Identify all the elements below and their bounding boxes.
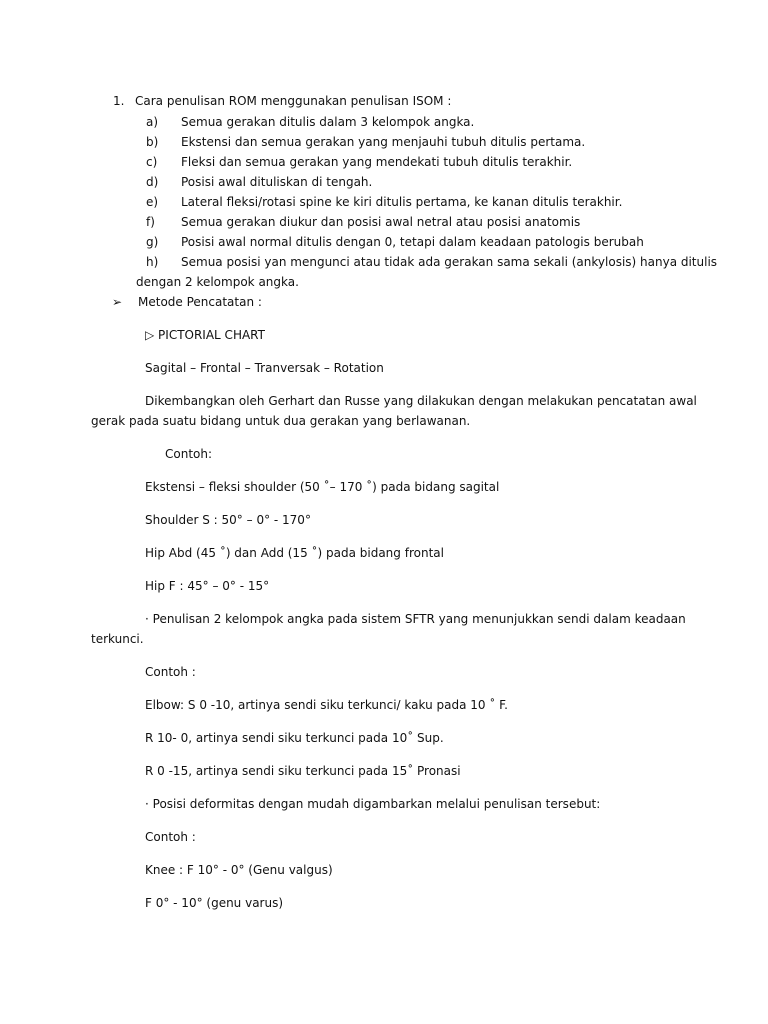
list-item-text: Fleksi dan semua gerakan yang mendekati tubuh ditulis terakhir.	[181, 155, 573, 169]
list-item-letter: f)	[146, 215, 155, 229]
list-item-letter: d)	[146, 175, 159, 189]
example-text: Hip Abd (45 ˚) dan Add (15 ˚) pada bidang frontal	[145, 546, 444, 560]
example-text: Knee : F 10° - 0° (Genu valgus)	[145, 863, 333, 877]
example-text: Shoulder S : 50° – 0° - 170°	[145, 513, 311, 527]
description-line-2: gerak pada suatu bidang untuk dua gerakan yang berlawanan.	[91, 414, 471, 428]
paragraph-text: · Posisi deformitas dengan mudah digambarkan melalui penulisan tersebut:	[145, 797, 601, 811]
list-heading: Cara penulisan ROM menggunakan penulisan ISOM :	[135, 94, 452, 108]
planes-text: Sagital – Frontal – Tranversak – Rotation	[145, 361, 384, 375]
paragraph-line-1: · Penulisan 2 kelompok angka pada sistem SFTR yang menunjukkan sendi dalam keadaan	[145, 612, 686, 626]
example-text: Elbow: S 0 -10, artinya sendi siku terkunci/ kaku pada 10 ˚ F.	[145, 698, 508, 712]
bullet-label: Metode Pencatatan :	[138, 295, 262, 309]
list-item-text: Semua posisi yan mengunci atau tidak ada gerakan sama sekali (ankylosis) hanya ditulis	[181, 255, 718, 269]
example-text: F 0° - 10° (genu varus)	[145, 896, 284, 910]
description-line-1: Dikembangkan oleh Gerhart dan Russe yang dilakukan dengan melakukan pencatatan awal	[145, 394, 697, 408]
list-item-text: Posisi awal dituliskan di tengah.	[181, 175, 373, 189]
list-item-letter: g)	[146, 235, 159, 249]
example-label: Contoh :	[145, 830, 196, 844]
example-text: R 0 -15, artinya sendi siku terkunci pada 15˚ Pronasi	[145, 764, 461, 778]
list-item-letter: c)	[146, 155, 158, 169]
list-item-text: Ekstensi dan semua gerakan yang menjauhi tubuh ditulis pertama.	[181, 135, 586, 149]
pictorial-chart-heading: ▷ PICTORIAL CHART	[145, 328, 265, 342]
example-text: Hip F : 45° – 0° - 15°	[145, 579, 270, 593]
example-text: R 10- 0, artinya sendi siku terkunci pada 10˚ Sup.	[145, 731, 444, 745]
list-item-text: Posisi awal normal ditulis dengan 0, tetapi dalam keadaan patologis berubah	[181, 235, 644, 249]
list-item-letter: h)	[146, 255, 159, 269]
example-text: Ekstensi – fleksi shoulder (50 ˚– 170 ˚) pada bidang sagital	[145, 480, 500, 494]
example-label: Contoh :	[145, 665, 196, 679]
list-number: 1.	[113, 94, 125, 108]
example-label: Contoh:	[165, 447, 213, 461]
arrow-bullet-icon: ➢	[112, 295, 123, 309]
list-item-letter: a)	[146, 115, 159, 129]
list-item-text: Semua gerakan ditulis dalam 3 kelompok angka.	[181, 115, 475, 129]
list-item-letter: b)	[146, 135, 159, 149]
paragraph-line-2: terkunci.	[91, 632, 144, 646]
list-item-text: Lateral fleksi/rotasi spine ke kiri ditulis pertama, ke kanan ditulis terakhir.	[181, 195, 623, 209]
list-item-letter: e)	[146, 195, 159, 209]
list-item-text: Semua gerakan diukur dan posisi awal netral atau posisi anatomis	[181, 215, 581, 229]
list-item-continuation: dengan 2 kelompok angka.	[136, 275, 299, 289]
